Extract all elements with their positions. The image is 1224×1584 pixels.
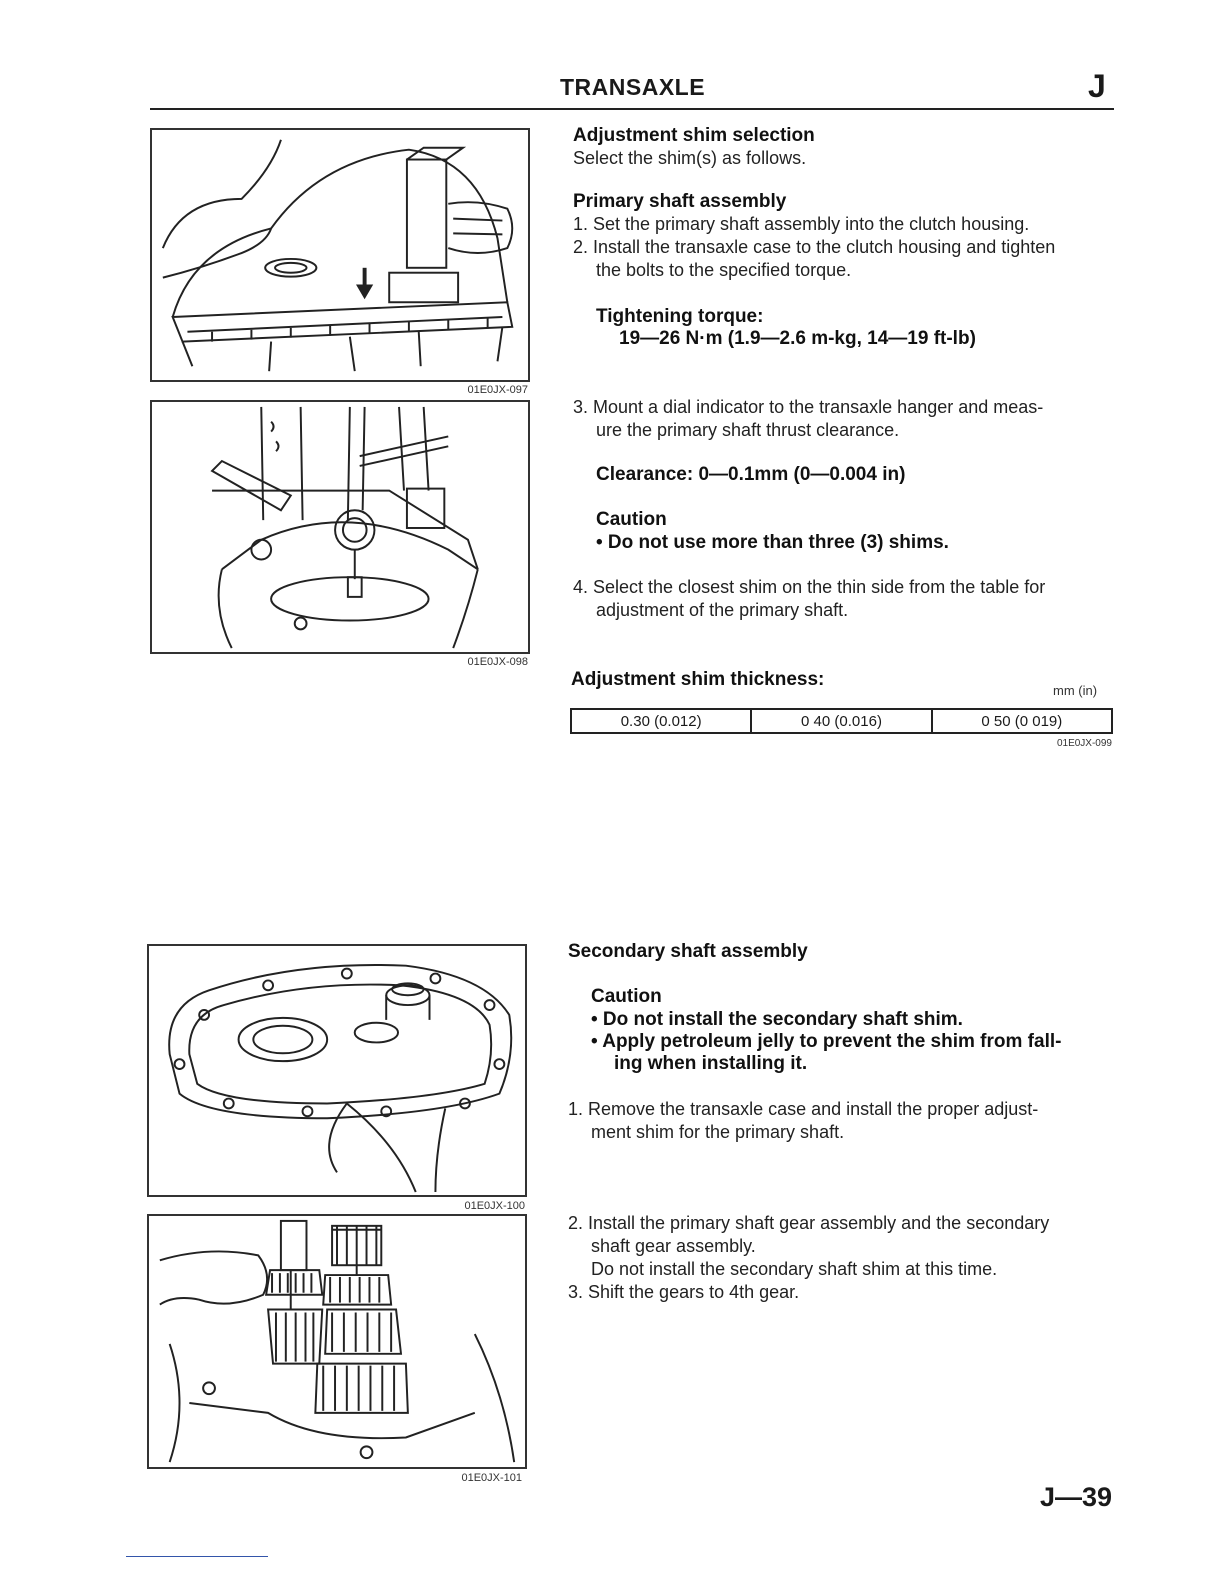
subtitle-primary-shaft: Primary shaft assembly xyxy=(573,191,787,212)
figure-code-097: 01E0JX-097 xyxy=(467,384,528,396)
illustration-case-install xyxy=(152,130,528,380)
caution-item-secondary-2-line-2: ing when installing it. xyxy=(614,1053,808,1074)
subtitle-secondary-shaft: Secondary shaft assembly xyxy=(568,941,808,962)
primary-step-3-line-1: 3. Mount a dial indicator to the transaxle hanger and meas- xyxy=(573,397,1044,417)
figure-code-099: 01E0JX-099 xyxy=(1056,738,1112,749)
primary-step-4-line-2: adjustment of the primary shaft. xyxy=(596,600,849,620)
secondary-step-2-line-1: 2. Install the primary shaft gear assembly and the secondary xyxy=(568,1213,1050,1233)
secondary-step-2-line-3: Do not install the secondary shaft shim at this time. xyxy=(591,1259,998,1279)
shim-table-title: Adjustment shim thickness: xyxy=(571,669,825,690)
caution-label-secondary: Caution xyxy=(591,986,662,1007)
table-cell: 0 40 (0.016) xyxy=(751,709,931,733)
table-row xyxy=(571,709,1112,733)
page-number: J—39 xyxy=(1040,1482,1113,1512)
table-cell: 0.30 (0.012) xyxy=(571,709,751,733)
primary-step-2-line-1: 2. Install the transaxle case to the clutch housing and tighten xyxy=(573,237,1056,257)
caution-item-primary: • Do not use more than three (3) shims. xyxy=(596,532,949,553)
figure-code-100: 01E0JX-100 xyxy=(464,1200,525,1212)
caution-label-primary: Caution xyxy=(596,509,667,530)
clearance-spec: Clearance: 0—0.1mm (0—0.004 in) xyxy=(596,464,906,485)
caution-item-secondary-1: • Do not install the secondary shaft shim. xyxy=(591,1009,963,1030)
footer-rule xyxy=(126,1556,268,1557)
header-divider xyxy=(150,108,1114,110)
illustration-dial-indicator xyxy=(152,402,528,652)
table-cell: 0 50 (0 019) xyxy=(932,709,1112,733)
secondary-step-2-line-2: shaft gear assembly. xyxy=(591,1236,756,1256)
primary-step-2-line-2: the bolts to the specified torque. xyxy=(596,260,852,280)
torque-label: Tightening torque: xyxy=(596,306,764,327)
primary-step-4-line-1: 4. Select the closest shim on the thin side from the table for xyxy=(573,577,1046,597)
page-header-title: TRANSAXLE xyxy=(560,74,706,100)
figure-secondary-case xyxy=(147,944,527,1197)
primary-step-3-line-2: ure the primary shaft thrust clearance. xyxy=(596,420,900,440)
torque-value: 19—26 N·m (1.9—2.6 m-kg, 14—19 ft-lb) xyxy=(619,328,976,349)
figure-code-101: 01E0JX-101 xyxy=(461,1472,522,1484)
section-intro-text: Select the shim(s) as follows. xyxy=(573,148,807,168)
section-title-adjustment-shim-selection: Adjustment shim selection xyxy=(573,125,815,146)
shim-thickness-table xyxy=(570,708,1113,734)
illustration-gear-assembly xyxy=(149,1216,525,1467)
figure-transaxle-case-install xyxy=(150,128,530,382)
secondary-step-3: 3. Shift the gears to 4th gear. xyxy=(568,1282,800,1302)
illustration-secondary-case xyxy=(149,946,525,1195)
secondary-step-1-line-2: ment shim for the primary shaft. xyxy=(591,1122,845,1142)
caution-item-secondary-2-line-1: • Apply petroleum jelly to prevent the shim from fall- xyxy=(591,1031,1062,1052)
section-letter: J xyxy=(1088,68,1106,104)
figure-dial-indicator xyxy=(150,400,530,654)
primary-step-1: 1. Set the primary shaft assembly into the clutch housing. xyxy=(573,214,1030,234)
shim-table-unit: mm (in) xyxy=(1053,683,1098,698)
secondary-step-1-line-1: 1. Remove the transaxle case and install the proper adjust- xyxy=(568,1099,1039,1119)
figure-code-098: 01E0JX-098 xyxy=(467,656,528,668)
figure-gear-assembly xyxy=(147,1214,527,1469)
